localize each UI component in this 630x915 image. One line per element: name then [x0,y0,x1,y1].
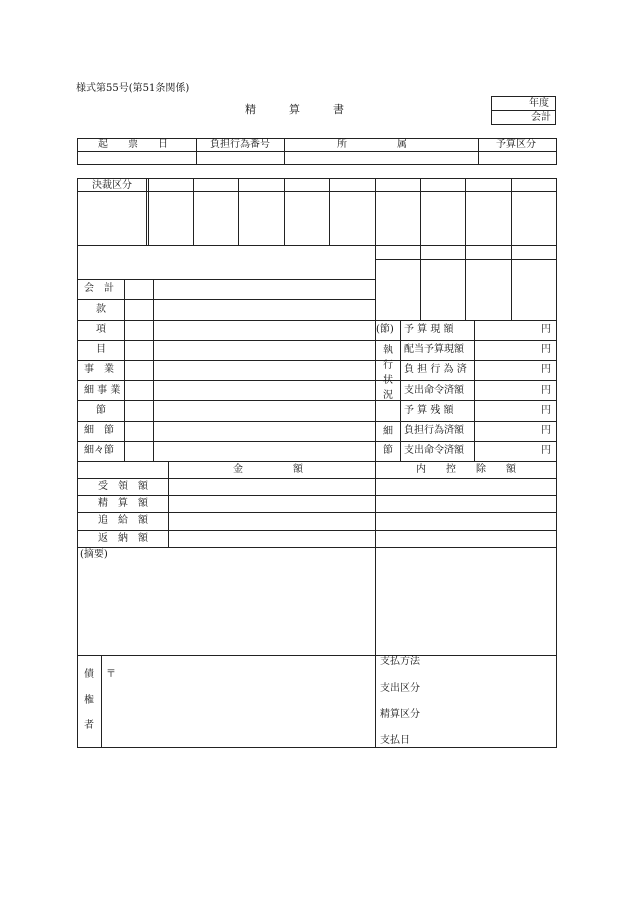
row-setsu: 節 [96,405,106,416]
received-amount-label: 受 領 額 [98,481,148,492]
exec-item-4: 支出命令済額 [404,385,464,396]
settled-amount-label: 精 算 額 [98,498,148,509]
yen-5: 円 [541,405,551,416]
yen-2: 円 [541,344,551,355]
yen-3: 円 [541,364,551,375]
approval-label: 決裁区分 [92,180,132,191]
setsu-paren-label: (節) [376,324,394,335]
exec-item-7: 支出命令済額 [404,445,464,456]
row-jigyo: 事 業 [84,364,114,375]
creditor-char-1: 債 [84,669,94,680]
row-moku: 目 [96,344,106,355]
amount-header: 金 額 [233,464,303,475]
department-header: 所 属 [337,139,407,150]
payment-date-label: 支払日 [380,735,410,746]
creditor-char-3: 者 [84,720,94,731]
saisetsu-char-2: 節 [383,445,393,456]
exec-item-5: 予 算 残 額 [404,405,454,416]
deduction-header: 内 控 除 額 [416,464,516,475]
yen-7: 円 [541,445,551,456]
row-sai-jigyo: 細 事 業 [84,385,121,396]
main-form [77,178,557,748]
fiscal-year-label: 年度 [529,98,549,109]
exec-char-2: 行 [383,360,393,371]
additional-amount-label: 追 給 額 [98,515,148,526]
payment-category-label: 支出区分 [380,683,420,694]
exec-item-1: 予 算 現 額 [404,324,454,335]
exec-char-3: 状 [383,375,393,386]
creditor-char-2: 権 [84,695,94,706]
postal-mark: 〒 [106,669,116,680]
settlement-category-label: 精算区分 [380,709,420,720]
returned-amount-label: 返 納 額 [98,533,148,544]
yen-4: 円 [541,385,551,396]
saisetsu-char-1: 細 [383,426,393,437]
row-sai-setsu: 細 節 [84,425,114,436]
row-kou: 項 [96,324,106,335]
row-saisai-setsu: 細々節 [84,445,114,456]
yen-6: 円 [541,425,551,436]
exec-item-6: 負担行為済額 [404,425,464,436]
kihyo-date-header: 起 票 日 [98,139,168,150]
account-label: 会計 [531,112,551,123]
yen-1: 円 [541,324,551,335]
form-number: 様式第55号(第51条関係) [76,83,190,94]
exec-char-4: 況 [383,390,393,401]
row-kan: 款 [96,304,106,315]
exec-char-1: 執 [383,345,393,356]
exec-item-3: 負 担 行 為 済 [404,364,467,375]
exec-item-2: 配当予算現額 [404,344,464,355]
budget-category-header: 予算区分 [496,139,536,150]
row-kaikei: 会 計 [84,283,114,294]
summary-label: (摘要) [80,549,108,560]
page-title: 精 算 書 [245,103,344,116]
payment-method-label: 支払方法 [380,656,420,667]
burden-number-header: 負担行為番号 [210,139,270,150]
